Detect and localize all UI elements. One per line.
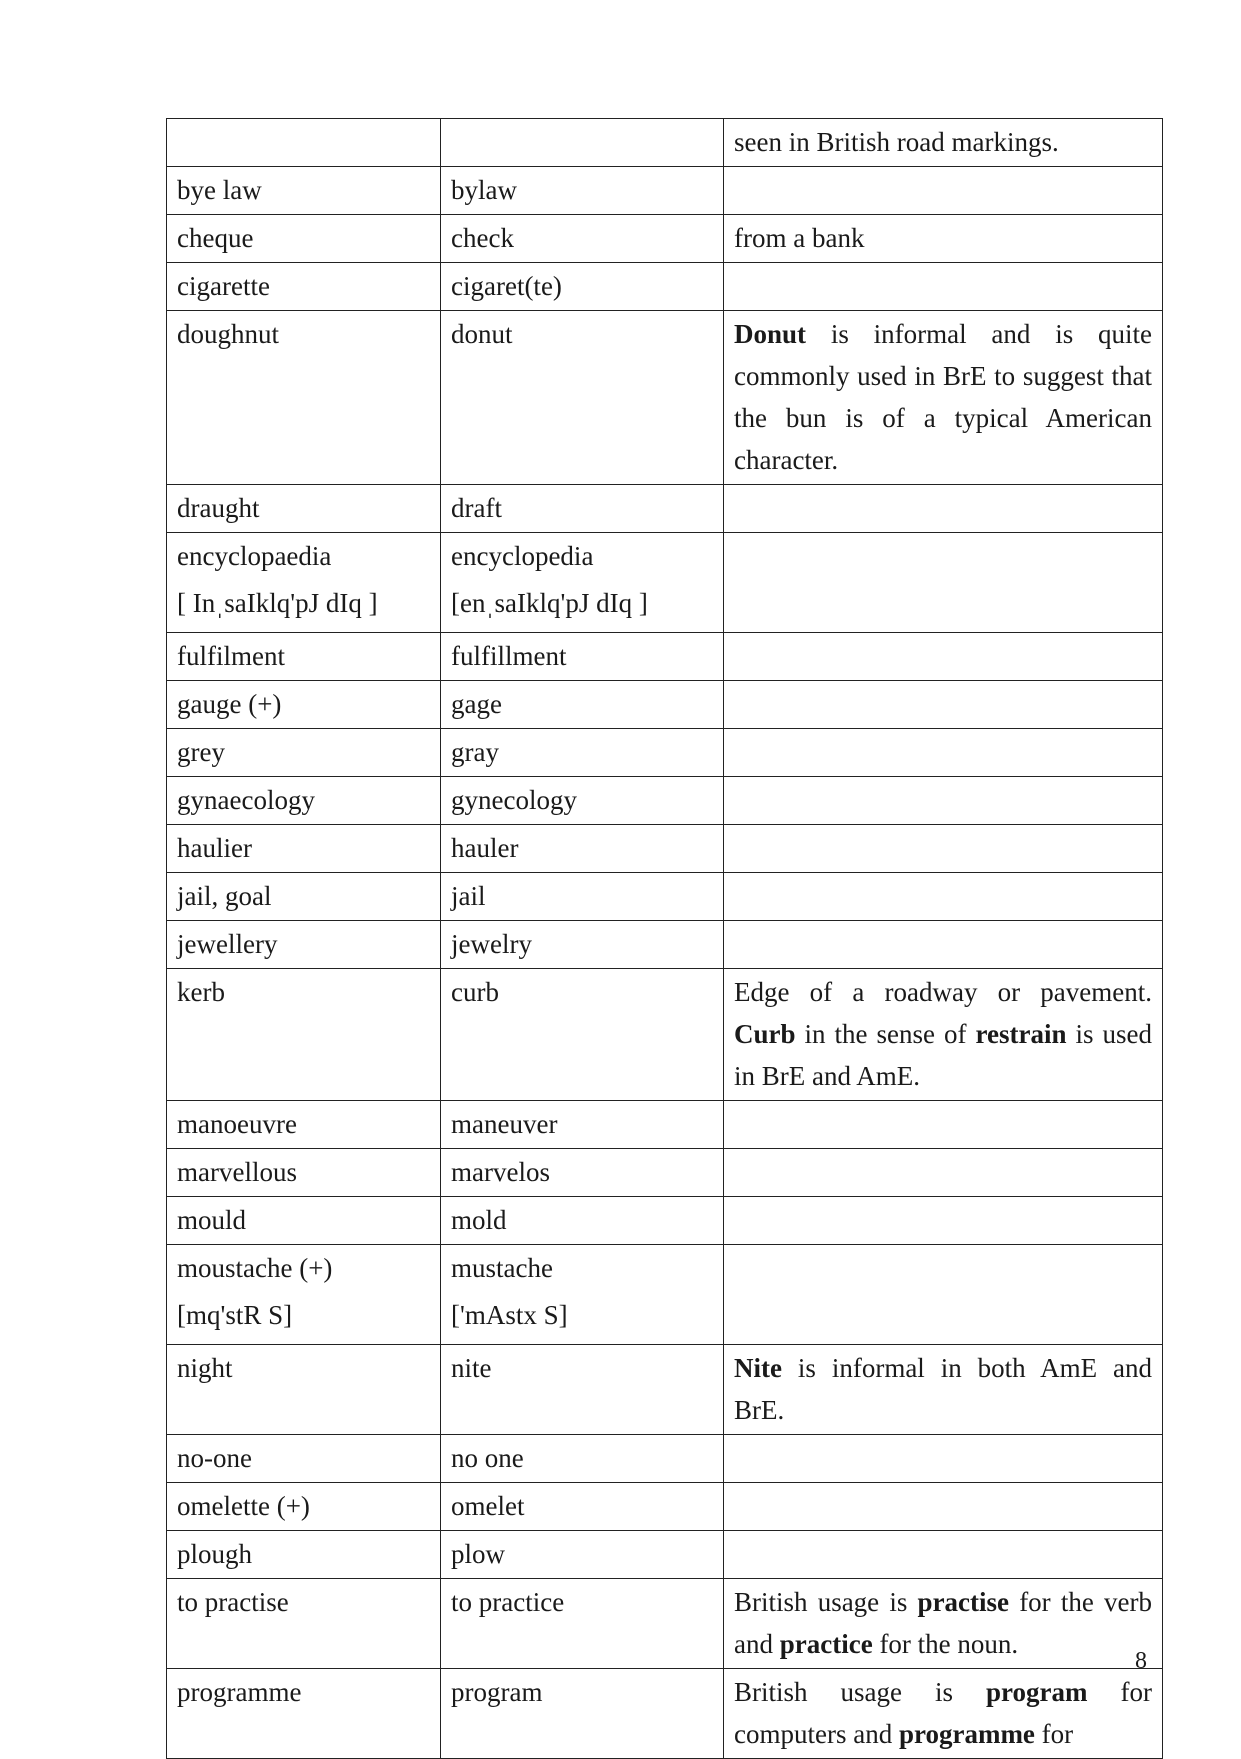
british-spelling-cell — [167, 1149, 441, 1197]
british-spelling-cell — [167, 533, 441, 633]
british-word: jewellery — [177, 929, 278, 959]
note-text: for the verb and — [734, 1587, 1152, 1659]
british-word: cigarette — [177, 271, 270, 301]
british-spelling-cell — [167, 485, 441, 533]
british-spelling-cell — [167, 1435, 441, 1483]
british-spelling-cell — [167, 1483, 441, 1531]
british-word: grey — [177, 737, 225, 767]
note-text: is used in BrE and AmE. — [734, 1019, 1152, 1091]
usage-note-cell — [724, 921, 1163, 969]
table-row — [167, 1579, 1163, 1669]
usage-note-cell — [724, 533, 1163, 633]
usage-note-cell — [724, 311, 1163, 485]
table-row — [167, 485, 1163, 533]
british-word: marvellous — [177, 1157, 297, 1187]
table-row — [167, 873, 1163, 921]
emphasized-term: restrain — [975, 1019, 1067, 1049]
british-transcription: [mq'stR S] — [177, 1300, 293, 1330]
british-word: doughnut — [177, 319, 280, 349]
american-word: donut — [451, 319, 513, 349]
usage-note-cell — [724, 119, 1163, 167]
american-word: jewelry — [451, 929, 532, 959]
british-spelling-cell — [167, 825, 441, 873]
usage-note-cell — [724, 1435, 1163, 1483]
spelling-comparison-table — [166, 118, 1163, 1759]
british-word: haulier — [177, 833, 252, 863]
american-spelling-cell — [441, 729, 724, 777]
american-word: cigaret(te) — [451, 271, 562, 301]
american-word: bylaw — [451, 175, 517, 205]
british-word: to practise — [177, 1587, 289, 1617]
emphasized-term: practice — [779, 1629, 873, 1659]
american-word: gage — [451, 689, 502, 719]
table-row — [167, 1245, 1163, 1345]
emphasized-term: practise — [917, 1587, 1010, 1617]
british-word: gauge (+) — [177, 689, 282, 719]
british-spelling-cell — [167, 1579, 441, 1669]
american-spelling-cell — [441, 777, 724, 825]
american-spelling-cell — [441, 263, 724, 311]
american-word: encyclopedia — [451, 541, 594, 571]
usage-note-cell — [724, 1197, 1163, 1245]
american-spelling-cell — [441, 1101, 724, 1149]
usage-note-cell — [724, 1101, 1163, 1149]
british-word: bye law — [177, 175, 262, 205]
american-spelling-cell — [441, 1669, 724, 1759]
page-number: 8 — [1135, 1648, 1147, 1674]
british-word: omelette (+) — [177, 1491, 310, 1521]
table-row — [167, 729, 1163, 777]
note-text: seen in British road markings. — [734, 127, 1059, 157]
american-word: mold — [451, 1205, 507, 1235]
british-word: kerb — [177, 977, 225, 1007]
note-text: is informal and is quite commonly used in BrE to suggest that the bun is of a typical American character. — [734, 319, 1152, 475]
british-word: gynaecology — [177, 785, 315, 815]
american-word: to practice — [451, 1587, 565, 1617]
usage-note-cell — [724, 633, 1163, 681]
american-word: gray — [451, 737, 499, 767]
usage-note-cell — [724, 1245, 1163, 1345]
usage-note-cell — [724, 825, 1163, 873]
british-spelling-cell — [167, 969, 441, 1101]
british-transcription: [ InˌsaIklq'pJ dIq ] — [177, 588, 378, 618]
british-spelling-cell — [167, 1345, 441, 1435]
table-row — [167, 1101, 1163, 1149]
british-spelling-cell — [167, 1531, 441, 1579]
british-spelling-cell — [167, 263, 441, 311]
usage-note-cell — [724, 1483, 1163, 1531]
american-word: jail — [451, 881, 486, 911]
usage-note-cell — [724, 969, 1163, 1101]
american-spelling-cell — [441, 485, 724, 533]
british-spelling-cell — [167, 1669, 441, 1759]
british-spelling-cell — [167, 681, 441, 729]
british-spelling-cell — [167, 167, 441, 215]
table-row — [167, 311, 1163, 485]
american-transcription: [enˌsaIklq'pJ dIq ] — [451, 588, 648, 618]
american-word: gynecology — [451, 785, 577, 815]
british-spelling-cell — [167, 1197, 441, 1245]
table-row — [167, 921, 1163, 969]
usage-note-cell — [724, 681, 1163, 729]
usage-note-cell — [724, 1669, 1163, 1759]
note-text: British usage is — [734, 1677, 987, 1707]
table-row — [167, 825, 1163, 873]
note-text: for computers and — [734, 1677, 1153, 1749]
british-word: encyclopaedia — [177, 541, 332, 571]
emphasized-term: programme — [898, 1719, 1035, 1749]
american-spelling-cell — [441, 1531, 724, 1579]
note-text: Edge of a roadway or pavement. — [734, 977, 1152, 1007]
american-spelling-cell — [441, 1483, 724, 1531]
table-row — [167, 215, 1163, 263]
american-word: mustache — [451, 1253, 553, 1283]
table-row — [167, 633, 1163, 681]
note-text: for — [1034, 1719, 1074, 1749]
usage-note-cell — [724, 1149, 1163, 1197]
usage-note-cell — [724, 1579, 1163, 1669]
table-row — [167, 777, 1163, 825]
american-spelling-cell — [441, 873, 724, 921]
american-spelling-cell — [441, 825, 724, 873]
british-spelling-cell — [167, 311, 441, 485]
british-spelling-cell — [167, 1101, 441, 1149]
table-row — [167, 1669, 1163, 1759]
american-spelling-cell — [441, 1197, 724, 1245]
british-word: no-one — [177, 1443, 252, 1473]
american-spelling-cell — [441, 1579, 724, 1669]
emphasized-term: Curb — [734, 1019, 796, 1049]
american-spelling-cell — [441, 119, 724, 167]
american-spelling-cell — [441, 311, 724, 485]
table-row — [167, 1531, 1163, 1579]
american-spelling-cell — [441, 681, 724, 729]
note-text: is informal in both AmE and BrE. — [734, 1353, 1152, 1425]
british-spelling-cell — [167, 1245, 441, 1345]
american-word: draft — [451, 493, 502, 523]
american-spelling-cell — [441, 633, 724, 681]
usage-note-cell — [724, 777, 1163, 825]
american-spelling-cell — [441, 167, 724, 215]
british-word: fulfilment — [177, 641, 285, 671]
table-row — [167, 681, 1163, 729]
table-row — [167, 167, 1163, 215]
american-spelling-cell — [441, 1245, 724, 1345]
american-spelling-cell — [441, 1149, 724, 1197]
british-spelling-cell — [167, 215, 441, 263]
table-row — [167, 1435, 1163, 1483]
table-row — [167, 969, 1163, 1101]
american-spelling-cell — [441, 921, 724, 969]
emphasized-term: program — [986, 1677, 1088, 1707]
usage-note-cell — [724, 485, 1163, 533]
table-row — [167, 533, 1163, 633]
british-spelling-cell — [167, 873, 441, 921]
table-row — [167, 1197, 1163, 1245]
usage-note-cell — [724, 873, 1163, 921]
usage-note-cell — [724, 167, 1163, 215]
american-word: maneuver — [451, 1109, 558, 1139]
british-spelling-cell — [167, 729, 441, 777]
american-word: nite — [451, 1353, 492, 1383]
american-spelling-cell — [441, 1345, 724, 1435]
usage-note-cell — [724, 1345, 1163, 1435]
british-word: moustache (+) — [177, 1253, 333, 1283]
note-text: in the sense of — [795, 1019, 976, 1049]
british-word: jail, goal — [177, 881, 272, 911]
american-word: omelet — [451, 1491, 525, 1521]
american-word: no one — [451, 1443, 524, 1473]
american-spelling-cell — [441, 969, 724, 1101]
american-spelling-cell — [441, 533, 724, 633]
british-word: plough — [177, 1539, 253, 1569]
usage-note-cell — [724, 215, 1163, 263]
emphasized-term: Donut — [734, 319, 807, 349]
american-word: program — [451, 1677, 543, 1707]
table-row — [167, 1483, 1163, 1531]
note-text: for the noun. — [872, 1629, 1019, 1659]
usage-note-cell — [724, 263, 1163, 311]
american-spelling-cell — [441, 215, 724, 263]
american-word: plow — [451, 1539, 505, 1569]
british-word: programme — [177, 1677, 302, 1707]
british-spelling-cell — [167, 633, 441, 681]
american-word: hauler — [451, 833, 519, 863]
note-text: British usage is — [734, 1587, 918, 1617]
american-word: fulfillment — [451, 641, 567, 671]
usage-note-cell — [724, 729, 1163, 777]
british-word: mould — [177, 1205, 247, 1235]
american-spelling-cell — [441, 1435, 724, 1483]
table-row — [167, 1345, 1163, 1435]
british-word: night — [177, 1353, 233, 1383]
table-row — [167, 119, 1163, 167]
table-row — [167, 263, 1163, 311]
british-spelling-cell — [167, 921, 441, 969]
usage-note-cell — [724, 1531, 1163, 1579]
table-body — [167, 119, 1163, 1759]
emphasized-term: Nite — [734, 1353, 782, 1383]
american-word: check — [451, 223, 514, 253]
british-word: cheque — [177, 223, 254, 253]
british-word: manoeuvre — [177, 1109, 297, 1139]
table-row — [167, 1149, 1163, 1197]
note-text: from a bank — [734, 223, 865, 253]
american-word: curb — [451, 977, 499, 1007]
british-spelling-cell — [167, 777, 441, 825]
british-word: draught — [177, 493, 260, 523]
american-transcription: ['mAstx S] — [451, 1300, 568, 1330]
american-word: marvelos — [451, 1157, 550, 1187]
british-spelling-cell — [167, 119, 441, 167]
